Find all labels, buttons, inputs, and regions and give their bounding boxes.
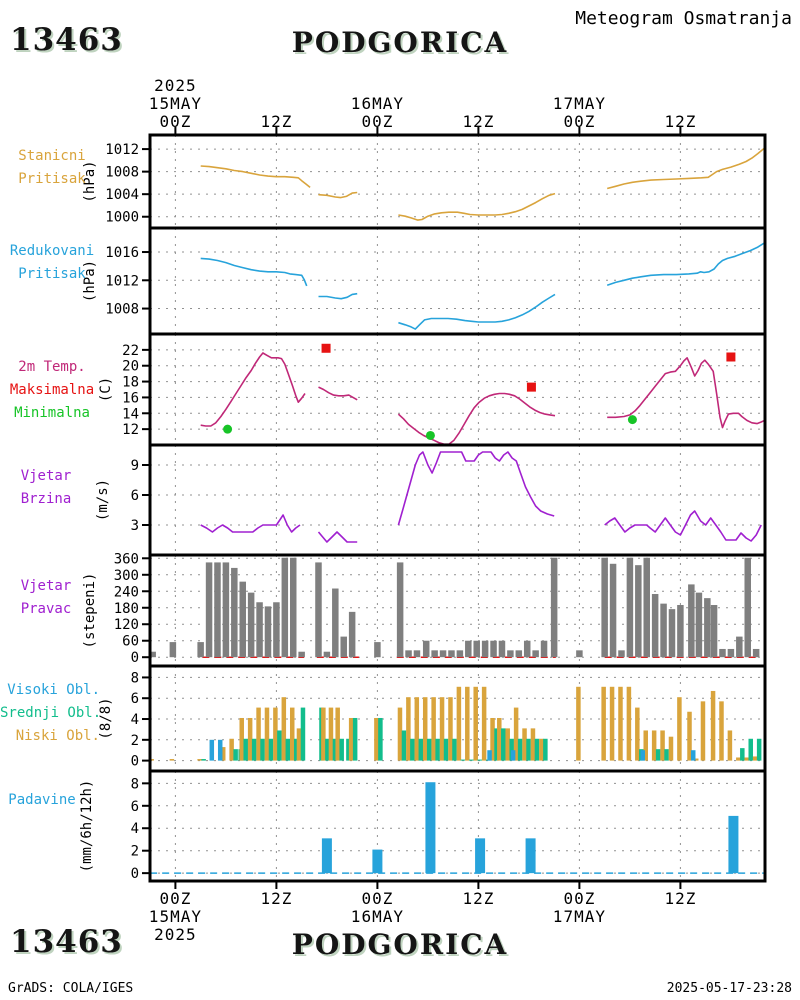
padavine-ytick: 8 — [130, 776, 139, 793]
temperatura-2m-label-line: Minimalna — [14, 404, 90, 421]
redukovani-pritisak-ytick: 1008 — [105, 301, 139, 318]
stanicni-pritisak-ytick: 1012 — [105, 142, 139, 159]
vjetar-pravac-label — [0, 575, 92, 621]
oblacnost-unit-label: (8/8) — [98, 697, 114, 740]
time-tick-hour: 12Z — [664, 112, 697, 131]
time-tick-hour: 00Z — [563, 889, 596, 908]
vjetar-brzina-ytick: 3 — [130, 518, 139, 534]
time-tick-day: 16MAY — [350, 907, 404, 926]
redukovani-pritisak-ytick: 1012 — [105, 273, 139, 290]
vjetar-pravac-ytick: 300 — [113, 567, 139, 584]
temperatura-2m-ytick: 16 — [122, 390, 139, 407]
time-tick-hour: 12Z — [462, 112, 495, 131]
oblacnost-label-line: Visoki Obl. — [7, 681, 100, 698]
vjetar-pravac-ytick: 60 — [122, 633, 139, 650]
time-tick-day: 15MAY — [148, 94, 202, 113]
vjetar-brzina-unit-label: (m/s) — [95, 478, 111, 522]
oblacnost-ytick: 2 — [130, 732, 139, 749]
vjetar-pravac-unit-label: (stepeni) — [82, 572, 98, 649]
time-tick-hour: 12Z — [462, 889, 495, 908]
page-title-bottom: PODGORICA — [291, 928, 509, 961]
time-tick-hour: 00Z — [159, 889, 192, 908]
oblacnost-ytick: 0 — [130, 753, 139, 770]
grads-credit: GrADS: COLA/IGES — [8, 981, 134, 996]
stanicni-pritisak-label-line: Stanicni — [18, 148, 86, 164]
padavine-label-line: Padavine — [8, 791, 76, 808]
time-tick-hour: 00Z — [563, 112, 596, 131]
generated-timestamp: 2025-05-17-23:28 — [666, 981, 792, 996]
time-tick-hour: 00Z — [361, 889, 394, 908]
temperatura-2m-label-line: 2m Temp. — [18, 358, 86, 375]
time-tick-day: 16MAY — [350, 94, 404, 113]
vjetar-brzina-ytick: 9 — [130, 458, 139, 474]
time-tick-year: 2025 — [154, 925, 197, 944]
time-tick-year: 2025 — [154, 76, 197, 95]
oblacnost-ytick: 4 — [130, 712, 139, 729]
oblacnost-ytick: 6 — [130, 691, 139, 708]
page-subtitle: Meteogram Osmatranja — [575, 8, 792, 29]
time-tick-hour: 12Z — [664, 889, 697, 908]
vjetar-pravac-label-line: Vjetar — [20, 578, 72, 594]
redukovani-pritisak-label — [0, 240, 104, 286]
time-tick-day: 17MAY — [552, 94, 606, 113]
stanicni-pritisak-ytick: 1000 — [105, 209, 139, 226]
padavine-unit-label: (mm/6h/12h) — [79, 779, 95, 873]
vjetar-pravac-ytick: 180 — [113, 600, 139, 617]
vjetar-pravac-label-line: Pravac — [20, 601, 72, 617]
station-id-bottom: 13463 — [10, 924, 123, 960]
stanicni-pritisak-ytick: 1004 — [105, 187, 139, 204]
stanicni-pritisak-label-line: Pritisak — [18, 171, 86, 187]
temperatura-2m-ytick: 20 — [122, 358, 139, 375]
stanicni-pritisak-ytick: 1008 — [105, 164, 139, 181]
time-tick-day: 15MAY — [148, 907, 202, 926]
redukovani-pritisak-unit-label: (hPa) — [82, 259, 98, 303]
oblacnost-label — [0, 679, 100, 748]
stanicni-pritisak-unit-label: (hPa) — [82, 160, 98, 203]
temperatura-2m-unit-label: (C) — [98, 376, 114, 403]
station-id-top: 13463 — [10, 22, 123, 58]
page-title: PODGORICA — [291, 26, 509, 59]
temperatura-2m-label-line: Maksimalna — [9, 381, 95, 398]
time-tick-hour: 00Z — [361, 112, 394, 131]
padavine-ytick: 0 — [130, 866, 139, 883]
vjetar-brzina-label-line: Brzina — [20, 491, 72, 507]
time-tick-hour: 12Z — [260, 112, 293, 131]
padavine-ytick: 2 — [130, 843, 139, 860]
redukovani-pritisak-label-line: Pritisak — [18, 266, 86, 282]
temperatura-2m-ytick: 22 — [122, 342, 139, 359]
temperatura-2m-ytick: 14 — [122, 406, 139, 423]
redukovani-pritisak-label-line: Redukovani — [9, 243, 95, 259]
time-tick-hour: 00Z — [159, 112, 192, 131]
padavine-label — [0, 789, 84, 812]
temperatura-2m-label — [0, 356, 104, 425]
padavine-ytick: 4 — [130, 821, 139, 838]
temperatura-2m-ytick: 12 — [122, 422, 139, 439]
vjetar-pravac-ytick: 120 — [113, 617, 139, 634]
vjetar-pravac-ytick: 0 — [130, 650, 139, 667]
oblacnost-label-line: Niski Obl. — [15, 727, 100, 744]
vjetar-brzina-ytick: 6 — [130, 488, 139, 504]
oblacnost-ytick: 8 — [130, 670, 139, 687]
vjetar-pravac-ytick: 240 — [113, 584, 139, 601]
vjetar-pravac-ytick: 360 — [113, 551, 139, 568]
oblacnost-label-line: Srednji Obl. — [0, 704, 102, 721]
redukovani-pritisak-ytick: 1016 — [105, 245, 139, 262]
time-tick-hour: 12Z — [260, 889, 293, 908]
vjetar-brzina-label — [0, 465, 92, 511]
vjetar-brzina-label-line: Vjetar — [20, 468, 72, 484]
padavine-ytick: 6 — [130, 798, 139, 815]
time-tick-day: 17MAY — [552, 907, 606, 926]
temperatura-2m-ytick: 18 — [122, 374, 139, 391]
stanicni-pritisak-label — [0, 145, 104, 191]
